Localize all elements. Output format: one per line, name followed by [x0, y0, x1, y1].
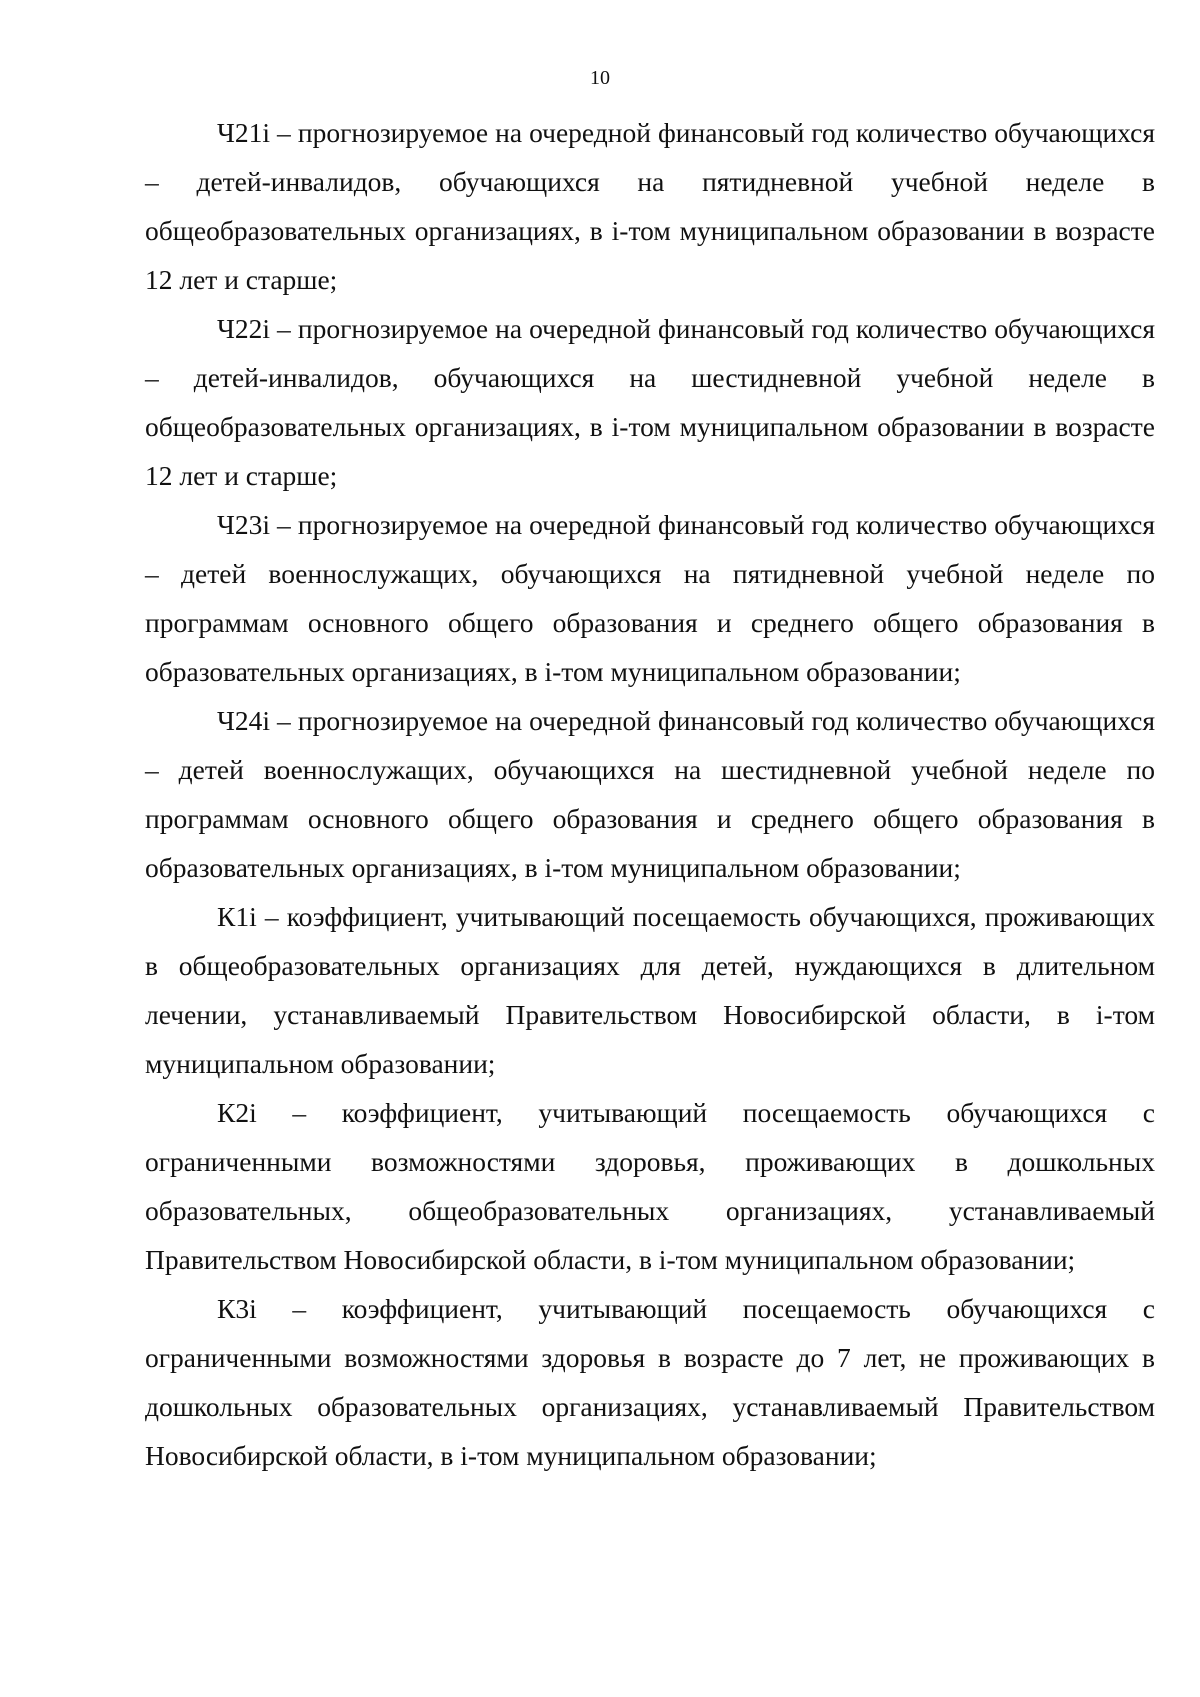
- paragraph-k1: К1i – коэффициент, учитывающий посещаемость обучающихся, проживающих в общеобразовательных организациях для детей, нуждающихся в длительном лечении, устанавливаемый Правительством Новосибирской области, в i-том муниципальном образовании;: [145, 901, 1155, 1079]
- paragraph-ch23: Ч23i – прогнозируемое на очередной финансовый год количество обучающихся – детей военнослужащих, обучающихся на пятидневной учебной неделе по программам основного общего образования и среднего общего образования в образовательных организациях, в i-том муниципальном образовании;: [145, 509, 1155, 687]
- paragraph-k3: К3i – коэффициент, учитывающий посещаемость обучающихся с ограниченными возможностями здоровья в возрасте до 7 лет, не проживающих в дошкольных образовательных организациях, устанавливаемый Правительством Новосибирской области, в i-том муниципальном образовании;: [145, 1293, 1155, 1471]
- paragraph-k2: К2i – коэффициент, учитывающий посещаемость обучающихся с ограниченными возможностями здоровья, проживающих в дошкольных образовательных, общеобразовательных организациях, устанавливаемый Правительством Новосибирской области, в i-том муниципальном образовании;: [145, 1097, 1155, 1275]
- paragraph-ch22: Ч22i – прогнозируемое на очередной финансовый год количество обучающихся – детей-инвалидов, обучающихся на шестидневной учебной неделе в общеобразовательных организациях, в i-том муниципальном образовании в возрасте 12 лет и старше;: [145, 313, 1155, 491]
- document-body: [145, 108, 1155, 1480]
- paragraph-ch24: Ч24i – прогнозируемое на очередной финансовый год количество обучающихся – детей военнослужащих, обучающихся на шестидневной учебной неделе по программам основного общего образования и среднего общего образования в образовательных организациях, в i-том муниципальном образовании;: [145, 705, 1155, 883]
- paragraph-ch21: Ч21i – прогнозируемое на очередной финансовый год количество обучающихся – детей-инвалидов, обучающихся на пятидневной учебной неделе в общеобразовательных организациях, в i-том муниципальном образовании в возрасте 12 лет и старше;: [145, 117, 1155, 295]
- page-number: 10: [590, 67, 610, 89]
